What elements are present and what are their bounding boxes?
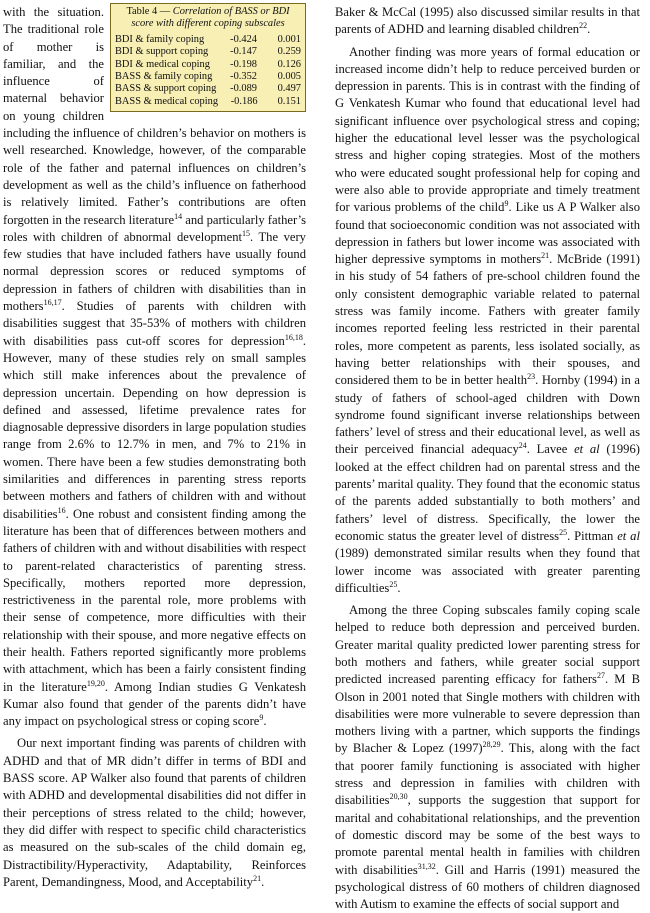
citation: 23 — [527, 372, 536, 382]
right-paragraph-1: Baker & McCal (1995) also discussed similar results in that parents of ADHD and learning disabled children$^{22}$. — [335, 5, 640, 37]
citation: 24 — [518, 441, 527, 451]
citation: 16,18 — [284, 332, 303, 342]
table-row — [115, 59, 301, 71]
right-column — [335, 4, 640, 913]
table-cell-r: -0.352 — [230, 71, 257, 83]
table-row — [115, 83, 301, 95]
citation: 9 — [259, 712, 264, 722]
citation: 25 — [559, 527, 568, 537]
table-cell-p: 0.126 — [277, 58, 301, 70]
table-cell-measure: BASS & support coping — [115, 83, 217, 95]
table-cell-p: 0.005 — [277, 71, 301, 83]
right-paragraph-3: Among the three Coping subscales family coping scale helped to reduce both depression and perceived burden. Greater marital quality predicted lower parenting stress for both mothers and fathers, while greater social support predicted increased parenting efficacy for fathers$^{27}$. M B Olson in 2001 noted that Single mothers with children with disabilities were more vulnerable to severe depression than mothers living with a partner, which supports the findings by Blacher & Lopez $(1997)^{28,29}$. This, along with the fact that poorer family functioning is associated with higher stress and depression in families with children with disabilities$^{20,30}$, supports the suggestion that support for marital and cohabitational relationships, and the prevention of domestic discord may be some of the best ways to promote parental mental health in families with children with disabilities$^{31,32}$. Gill and Harris (1991) measured the psychological distress of 60 mothers of children diagnosed with Autism to examine the effects of social support and — [335, 603, 640, 912]
table-cell-r: -0.198 — [230, 58, 257, 70]
table-4 — [110, 3, 306, 112]
citation: 16 — [57, 505, 66, 515]
table-caption — [115, 6, 301, 31]
citation: 19,20 — [86, 678, 105, 688]
table-row — [115, 46, 301, 58]
left-paragraph-1: with the situation. The traditional role of mother is familiar, and the influence of maternal behavior on young children including the influence of children’s behavior on mothers is well researched. Knowledge, however, of the comparable role of the father and paternal influences on children’s development as well as the child’s influence on fatherhood is relatively limited. Father’s contributions are often forgotten in the research literature$^{14}$ and particularly father’s roles with children of abnormal development$^{15}$. The very few studies that have included fathers have usually found normal depression scores or reduced symptoms of depression in fathers of children with disabilities than in mothers$^{16,17}$. Studies of parents with children with disabilities suggest that 35-53% of mothers with children with disabilities pass cut-off scores for depression$^{16,18}$. However, many of these studies rely on small samples which still make inferences about the prevalence of depression uncertain. Depending on how depression is defined and assessed, lifetime prevalence rates for diagnosable depressive disorders in large population studies range from 2.6% to 12.7% in men, and 7% to 21% in women. There have been a few studies demonstrating both similarities and differences in parenting stress reports between mothers and fathers of children with and without disabilities$^{16}$. One robust and consistent finding among the literature has been that of differences between mothers and fathers of children with and without disabilities with respect to parent-related characteristics of parenting stress. Specifically, mothers reported more depression, restrictiveness in the parental role, more problems with their sense of competence, more difficulties with their relationship with their spouse, and more negative effects on their health. Fathers reported significantly more problems with attachment, which has been a fairly consistent finding in the literature$^{19,20}$. Among Indian studies G Venkatesh Kumar also found that gender of the parents didn’t have any impact on psychological stress or coping score$^9$. — [3, 5, 307, 729]
table-cell-measure: BDI & family coping — [115, 33, 205, 45]
table-row — [115, 71, 301, 83]
table-cell-p: 0.497 — [277, 83, 301, 95]
table-caption-dash: — — [157, 6, 173, 17]
citation: 28,29 — [482, 740, 501, 750]
citation: 21 — [253, 873, 262, 883]
table-cell-measure: BDI & medical coping — [115, 58, 210, 70]
table-cell-measure: BASS & medical coping — [115, 95, 219, 107]
table-cell-p: 0.151 — [277, 95, 301, 107]
citation: 16,17 — [43, 297, 62, 307]
table-row — [115, 34, 301, 46]
citation: 20,30 — [389, 792, 408, 802]
table-label: Table 4 — [126, 6, 158, 17]
table-caption-text: Correlation of BASS or BDI score with different coping subscales — [131, 6, 290, 30]
left-paragraph-2: Our next important finding was parents of children with ADHD and that of MR didn’t differ in terms of BDI and BASS score. AP Walker also found that parents of children with ADHD and developmental disabilities did not differ in their perceptions of stress related to the child; however, they did differ with respect to specific child characteristics as measured on the sub-scales of the child domain eg, Distractibility/Hyperactivity, Adaptability, Reinforces Parent, Demandingness, Mood, and Acceptability$^{21}$. — [3, 736, 306, 889]
table-cell-r: -0.147 — [230, 46, 257, 58]
citation: 25 — [389, 579, 398, 589]
table-cell-r: -0.424 — [230, 33, 257, 45]
table-cell-r: -0.186 — [230, 95, 258, 107]
table-row — [115, 96, 301, 108]
citation: 14 — [174, 211, 183, 221]
table-cell-r: -0.089 — [230, 83, 257, 95]
citation: 21 — [541, 250, 550, 260]
citation: 22 — [579, 21, 588, 31]
citation: 31,32 — [417, 861, 436, 871]
citation: 15 — [242, 228, 250, 238]
table-cell-p: 0.259 — [277, 46, 301, 58]
table-cell-p: 0.001 — [277, 33, 301, 45]
left-column — [3, 4, 306, 891]
citation: 9 — [504, 199, 509, 209]
table-cell-measure: BASS & family coping — [115, 71, 213, 83]
right-paragraph-2: Another finding was more years of formal education or increased income didn’t help to reduce perceived burden or depression in parents. This is in contrast with the finding of G Venkatesh Kumar who found that educational level had significant influence over psychological stress and coping; higher the educational level lesser was the psychological stress and higher coping strategies. Most of the mothers who were educated sought professional help for coping and were also able to provide appropriate and timely treatment for various problems of the child$^9$. Like us A P Walker also found that socioeconomic condition was not associated with depression in fathers but lower income was associated with higher depressive symptoms in mothers$^{21}$. McBride (1991) in his study of 54 fathers of pre-school children found the only consistent demographic variable related to paternal stress was family income. Fathers with greater family incomes reported feeling less restricted in their parental roles, more competent as parents, less isolated socially, as having better relationships with their spouses, and considered them to be in better health$^{23}$. Hornby (1994) in a study of fathers of school-aged children with Down syndrome found significant inverse relationships between fathers’ level of stress and their educational level, as well as their perceived financial adequacy$^{24}$. Lavee et al (1996) looked at the effect children had on parental stress and the parents’ marital quality. They found that the economic status of the parents added substantially to both mothers’ and fathers’ level of distress. Specifically, the lower the economic status the greater level of distress$^{25}$. Pittman et al (1989) demonstrated similar results when they found that lower income was associated with greater parenting difficulties$^{25}$. — [335, 44, 641, 595]
table-cell-measure: BDI & support coping — [115, 46, 209, 58]
citation: 27 — [596, 671, 605, 681]
